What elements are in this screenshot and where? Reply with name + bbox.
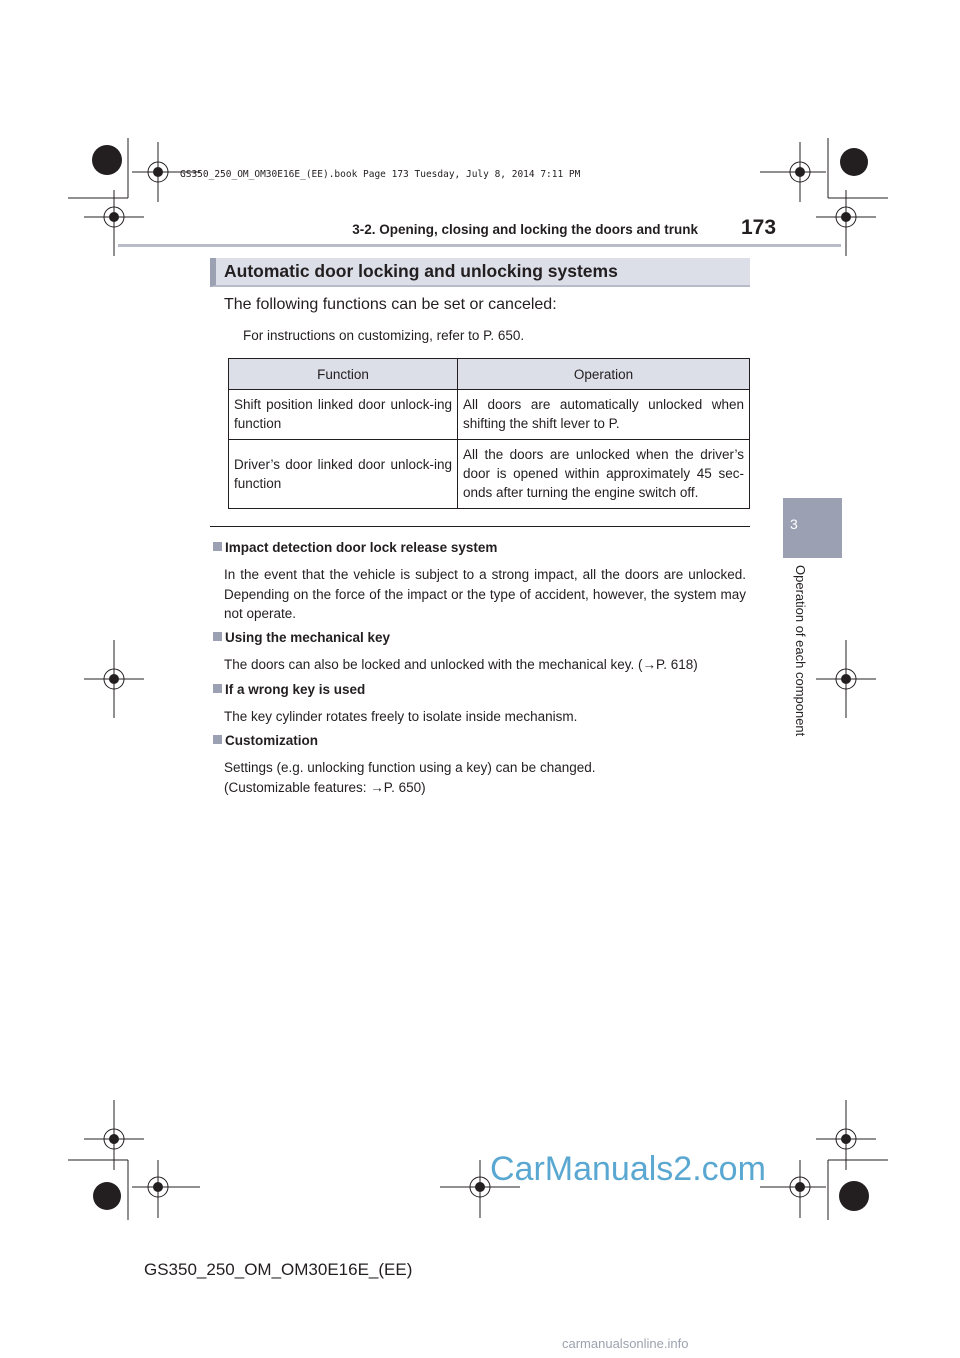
function-table — [228, 358, 750, 509]
notes-divider — [210, 526, 750, 527]
table-header-row — [229, 359, 750, 390]
note-body: The key cylinder rotates freely to isolate inside mechanism. — [224, 709, 578, 724]
square-bullet-icon — [213, 632, 222, 641]
chapter-tab-label: Operation of each component — [793, 565, 808, 737]
operation-cell: All the doors are unlocked when the driver’s door is opened within approximately 45 sec-onds after turning the engine switch off. — [458, 440, 750, 509]
function-cell: Driver’s door linked door unlock-ing function — [229, 440, 458, 509]
operation-cell: All doors are automatically unlocked when shifting the shift lever to P. — [458, 390, 750, 440]
page-number: 173 — [741, 216, 777, 239]
column-header-operation: Operation — [458, 359, 750, 390]
table-row — [229, 390, 750, 440]
chapter-tab-number: 3 — [790, 516, 798, 532]
note-body-line: Settings (e.g. unlocking function using a key) can be changed. — [224, 760, 596, 775]
customize-note: For instructions on customizing, refer to P. 650. — [243, 328, 525, 343]
note-body — [224, 758, 746, 797]
square-bullet-icon — [213, 735, 222, 744]
square-bullet-icon — [213, 684, 222, 693]
note-body-line: (Customizable features: →P. 650) — [224, 779, 426, 795]
running-header: 3-2. Opening, closing and locking the doors and trunk — [352, 222, 698, 237]
note-body: The doors can also be locked and unlocked with the mechanical key. (→P. 618) — [224, 657, 698, 672]
note-heading: Using the mechanical key — [213, 630, 390, 645]
note-body: In the event that the vehicle is subject to a strong impact, all the doors are unlocked. Depending on the force of the impact or the type of accident, however, the system may not operate. — [224, 567, 746, 621]
note-heading: Impact detection door lock release system — [213, 540, 497, 555]
square-bullet-icon — [213, 542, 222, 551]
site-watermark-bottom: carmanualsonline.info — [562, 1336, 689, 1351]
table-row — [229, 440, 750, 509]
footer-model-code: GS350_250_OM_OM30E16E_(EE) — [144, 1260, 413, 1279]
section-title: Automatic door locking and unlocking systems — [224, 261, 618, 281]
book-info-line: GS350_250_OM_OM30E16E_(EE).book Page 173 Tuesday, July 8, 2014 7:11 PM — [180, 169, 581, 180]
column-header-function: Function — [229, 359, 458, 390]
note-heading: Customization — [213, 733, 318, 748]
function-cell: Shift position linked door unlock-ing function — [229, 390, 458, 440]
site-watermark: CarManuals2.com — [490, 1150, 766, 1188]
section-intro: The following functions can be set or canceled: — [224, 296, 557, 313]
note-heading: If a wrong key is used — [213, 682, 365, 697]
header-rule — [118, 244, 841, 247]
